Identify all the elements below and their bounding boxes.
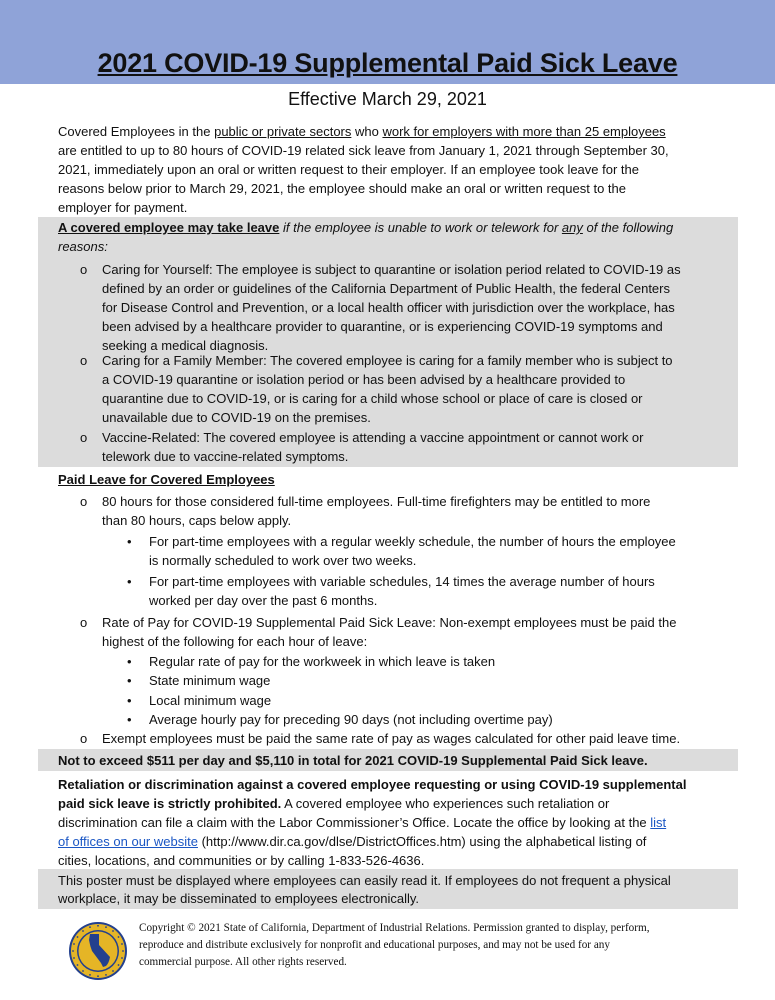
intro-line-5: employer for payment. <box>58 200 188 215</box>
reasons-heading-line-2: reasons: <box>58 239 108 254</box>
paid-leave-heading: Paid Leave for Covered Employees <box>58 472 275 487</box>
dot-bullet-icon: • <box>127 574 132 589</box>
retaliation-prohibited: paid sick leave is strictly prohibited. <box>58 796 282 811</box>
retaliation-text: discrimination can file a claim with the Labor Commissioner’s Office. Locate the office by looking at the <box>58 815 651 830</box>
page-subtitle: Effective March 29, 2021 <box>288 89 487 109</box>
rate-option-state-min: State minimum wage <box>149 673 271 688</box>
intro-text: who <box>351 124 383 139</box>
reasons-heading-text: if the employee is unable to work or telework for <box>279 220 562 235</box>
paid-leave-hours-line: than 80 hours, caps below apply. <box>102 513 292 528</box>
circle-bullet-icon: o <box>80 494 88 509</box>
reasons-heading-lead: A covered employee may take leave <box>58 220 280 235</box>
cap-statement: Not to exceed $511 per day and $5,110 in total for 2021 COVID-19 Supplemental Paid Sick leave. <box>58 753 648 768</box>
reason-caring-yourself-line: seeking a medical diagnosis. <box>102 338 269 353</box>
reason-vaccine-line: Vaccine-Related: The covered employee is attending a vaccine appointment or cannot work or <box>102 430 644 445</box>
reason-family-line: a COVID-19 quarantine or isolation period or has been advised by a healthcare provided to <box>102 372 626 387</box>
part-time-regular-line: is normally scheduled to work over two weeks. <box>149 553 417 568</box>
retaliation-line-4 <box>58 832 738 851</box>
intro-text: Covered Employees in the <box>58 124 215 139</box>
dot-bullet-icon: • <box>127 654 132 669</box>
copyright-line: reproduce and distribute exclusively for nonprofit and educational purposes, and may not be used for any <box>139 939 610 951</box>
rate-option-local-min: Local minimum wage <box>149 693 272 708</box>
page-title: 2021 COVID-19 Supplemental Paid Sick Leave <box>97 48 678 78</box>
reason-caring-yourself-line: defined by an order or guidelines of the California Department of Public Health, the federal Centers <box>102 281 670 296</box>
rate-of-pay-line: highest of the following for each hour of leave: <box>102 634 368 649</box>
reason-caring-yourself-line: been advised by a healthcare provider to quarantine, or is experiencing COVID-19 symptoms and <box>102 319 663 334</box>
offices-list-link[interactable]: list <box>650 815 667 830</box>
poster-note-line-1: This poster must be displayed where employees can easily read it. If employees do not frequent a physical <box>58 873 671 888</box>
copyright-line: Copyright © 2021 State of California, Department of Industrial Relations. Permission granted to display, perform, <box>139 922 650 934</box>
copyright-notice <box>139 920 739 971</box>
paid-leave-hours-line: 80 hours for those considered full-time employees. Full-time firefighters may be entitled to more <box>102 494 651 509</box>
reason-family-line: unavailable due to COVID-19 on the premises. <box>102 410 371 425</box>
offices-list-link[interactable]: of offices on our website <box>58 834 198 849</box>
retaliation-line-3 <box>58 813 738 832</box>
intro-line-2: are entitled to up to 80 hours of COVID-19 related sick leave from January 1, 2021 through September 30, <box>58 143 669 158</box>
reasons-heading-any: any <box>561 220 583 235</box>
dot-bullet-icon: • <box>127 673 132 688</box>
retaliation-text: (http://www.dir.ca.gov/dlse/DistrictOffices.htm) using the alphabetical listing of <box>197 834 647 849</box>
reason-caring-yourself-line: Caring for Yourself: The employee is subject to quarantine or isolation period related to COVID-19 as <box>102 262 681 277</box>
circle-bullet-icon: o <box>80 615 88 630</box>
circle-bullet-icon: o <box>80 353 88 368</box>
reason-caring-yourself-line: for Disease Control and Prevention, or a local health officer with jurisdiction over the workplace, has <box>102 300 675 315</box>
intro-sectors: public or private sectors <box>214 124 352 139</box>
reason-vaccine-line: telework due to vaccine-related symptoms. <box>102 449 349 464</box>
intro-line-4: reasons below prior to March 29, 2021, the employee should make an oral or written request to the <box>58 181 626 196</box>
circle-bullet-icon: o <box>80 430 88 445</box>
exempt-employees-line: Exempt employees must be paid the same rate of pay as wages calculated for other paid leave time. <box>102 731 681 746</box>
part-time-regular-line: For part-time employees with a regular weekly schedule, the number of hours the employee <box>149 534 676 549</box>
retaliation-line-5: cities, locations, and communities or by calling 1-833-526-4636. <box>58 853 425 868</box>
intro-employers: work for employers with more than 25 employees <box>382 124 666 139</box>
dot-bullet-icon: • <box>127 693 132 708</box>
retaliation-line-2 <box>58 794 738 813</box>
rate-option-regular: Regular rate of pay for the workweek in which leave is taken <box>149 654 496 669</box>
dot-bullet-icon: • <box>127 534 132 549</box>
rate-of-pay-line: Rate of Pay for COVID-19 Supplemental Paid Sick Leave: Non-exempt employees must be paid the <box>102 615 677 630</box>
reasons-heading <box>58 218 738 237</box>
intro-line-3: 2021, immediately upon an oral or written request to their employer. If an employee took leave for the <box>58 162 639 177</box>
intro-line-1 <box>58 122 738 141</box>
reasons-heading-text: of the following <box>582 220 674 235</box>
california-state-seal-icon <box>68 921 128 981</box>
circle-bullet-icon: o <box>80 731 88 746</box>
retaliation-text: A covered employee who experiences such retaliation or <box>281 796 610 811</box>
reason-family-line: Caring for a Family Member: The covered employee is caring for a family member who is subject to <box>102 353 673 368</box>
poster-note-line-2: workplace, it may be disseminated to employees electronically. <box>58 891 420 906</box>
retaliation-line-1: Retaliation or discrimination against a covered employee requesting or using COVID-19 supplemental <box>58 777 687 792</box>
rate-option-average: Average hourly pay for preceding 90 days (not including overtime pay) <box>149 712 553 727</box>
reason-family-line: quarantine due to COVID-19, or is caring for a child whose school or place of care is closed or <box>102 391 643 406</box>
dot-bullet-icon: • <box>127 712 132 727</box>
part-time-variable-line: For part-time employees with variable schedules, 14 times the average number of hours <box>149 574 655 589</box>
circle-bullet-icon: o <box>80 262 88 277</box>
part-time-variable-line: worked per day over the past 6 months. <box>149 593 378 608</box>
copyright-line: commercial purpose. All other rights reserved. <box>139 956 347 968</box>
